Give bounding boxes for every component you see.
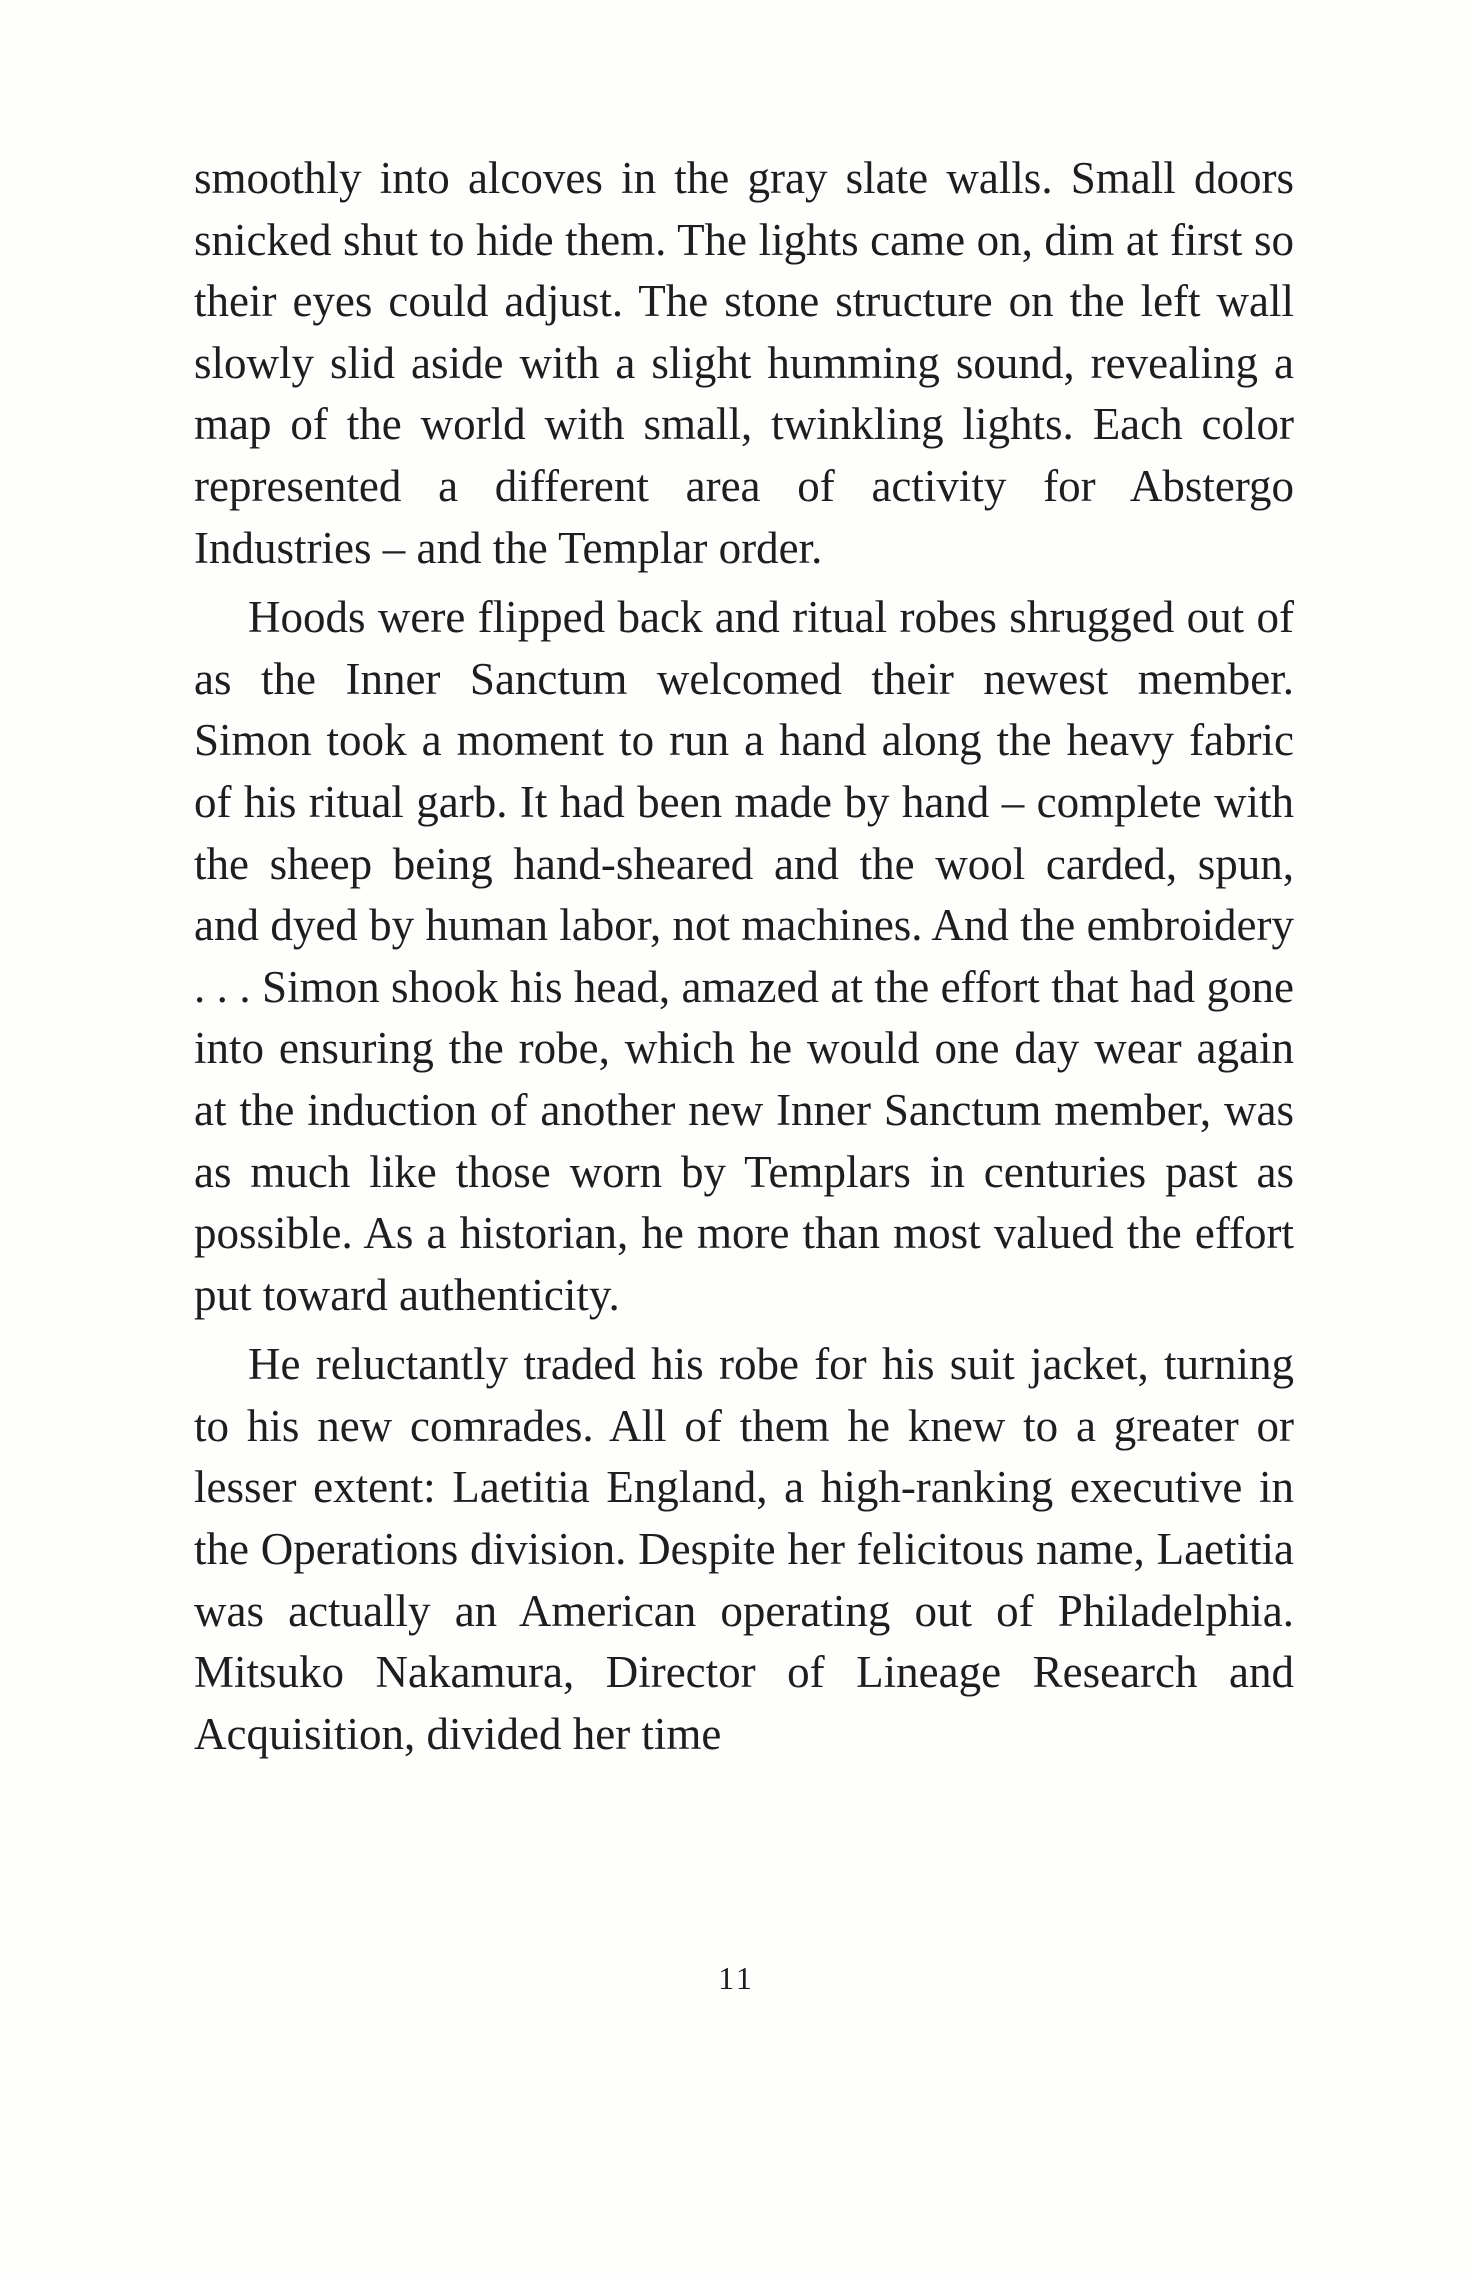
body-text — [194, 148, 1294, 1765]
paragraph-hoods: Hoods were flipped back and ritual robes shrugged out of as the Inner Sanctum welcomed their newest member. Simon took a moment to run a hand along the heavy fabric of his ritual garb. It had been made by hand – complete with the sheep being hand-sheared and the wool carded, spun, and dyed by human labor, not machines. And the embroidery . . . Simon shook his head, amazed at the effort that had gone into ensuring the robe, which he would one day wear again at the induction of another new Inner Sanctum member, was as much like those worn by Templars in centuries past as possible. As a historian, he more than most valued the effort put toward authenticity. — [194, 592, 1294, 1320]
paragraph-comrades: He reluctantly traded his robe for his suit jacket, turning to his new comrades. All of them he knew to a greater or lesser extent: Laetitia England, a high-ranking executive in the Operations division. Despite her felicitous name, Laetitia was actually an American operating out of Philadelphia. Mitsuko Nakamura, Director of Lineage Research and Acquisition, divided her time — [194, 1339, 1294, 1759]
paragraph-continuation: smoothly into alcoves in the gray slate walls. Small doors snicked shut to hide them. The lights came on, dim at first so their eyes could adjust. The stone structure on the left wall slowly slid aside with a slight humming sound, revealing a map of the world with small, twinkling lights. Each color represented a different area of activity for Abstergo Industries – and the Templar order. — [194, 153, 1294, 573]
page-number: 11 — [718, 1960, 755, 1996]
